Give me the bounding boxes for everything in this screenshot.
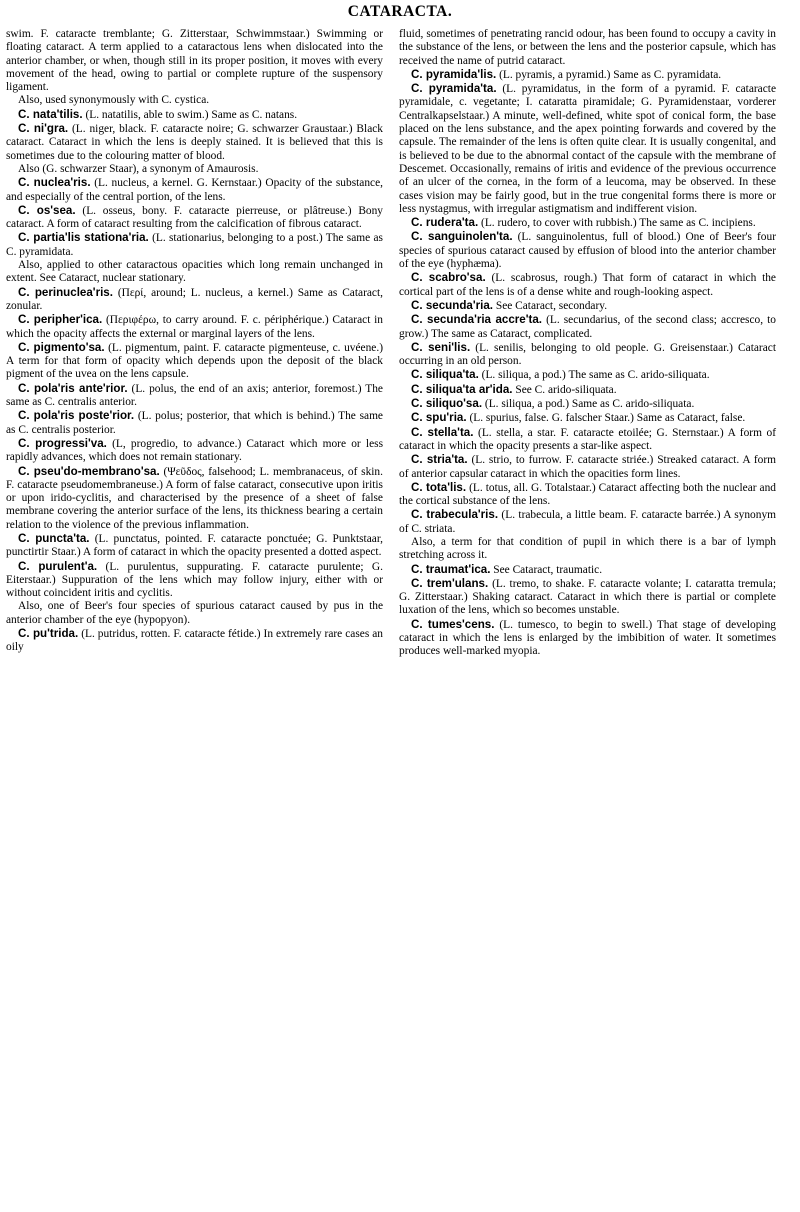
dictionary-entry [399, 577, 776, 618]
entry-definition: (L. pyramis, a pyramid.) Same as C. pyramidata. [496, 68, 722, 81]
entry-headword: C. pyramida'lis. [411, 67, 497, 81]
entry-definition: (L. rudero, to cover with rubbish.) The same as C. incipiens. [478, 217, 756, 230]
entry-definition: (L. strio, to furrow. F. cataracte striée.) Streaked cataract. A form of anterior capsular cataract in which the opacities form lines. [399, 454, 776, 480]
page-header: CATARACTA. [347, 3, 453, 20]
entry-definition: (L. polus, the end of an axis; anterior, foremost.) The same as C. centralis anterior. [6, 382, 383, 409]
entry-headword: C. ni'gra. [18, 122, 69, 136]
entry-headword: C. secunda'ria accre'ta. [411, 313, 543, 327]
entry-definition: Also, one of Beer's four species of spurious cataract caused by pus in the anterior chamber of the eye (hypopyon). [6, 600, 383, 626]
dictionary-entry [6, 532, 383, 560]
dictionary-entry [399, 536, 776, 563]
dictionary-entry [6, 163, 383, 176]
entry-definition: (L. siliqua, a pod.) The same as C. arido-siliquata. [478, 369, 710, 382]
dictionary-entry [399, 82, 776, 216]
dictionary-entry [6, 28, 383, 94]
entry-definition: (L, progredio, to advance.) Cataract which more or less rapidly advances, which does not remain stationary. [6, 437, 383, 464]
dictionary-entry [399, 299, 776, 313]
dictionary-entry [6, 122, 383, 163]
entry-headword: C. seni'lis. [411, 340, 471, 354]
entry-definition: (L. nucleus, a kernel. G. Kernstaar.) Opacity of the substance, and especially of the central portion, of the lens. [6, 177, 384, 203]
entry-headword: C. trabecula'ris. [411, 508, 499, 522]
entry-definition: (L. secundarius, of the second class; accresco, to grow.) The same as Cataract, complicated. [399, 314, 776, 340]
entry-definition: (L. stationarius, belonging to a post.) The same as C. pyramidata. [6, 232, 383, 258]
dictionary-entry [6, 204, 383, 232]
entry-headword: C. pseu'do-membrano'sa. [18, 464, 160, 478]
entry-definition: Also, a term for that condition of pupil in which there is a bar of lymph stretching across it. [399, 535, 776, 562]
entry-headword: C. nata'tilis. [18, 107, 83, 121]
entry-headword: C. partia'lis stationa'ria. [18, 231, 149, 245]
entry-definition: See Cataract, secondary. [493, 299, 608, 312]
dictionary-entry [399, 618, 776, 659]
entry-headword: C. peripher'ica. [18, 313, 103, 327]
entry-definition: (Ψεῦδος, falsehood; L. membranaceus, of skin. F. cataracte pseudomembraneuse.) A form of false cataract, consecutive upon iritis or upon irido-cyclitis, and characterised by the presence of a sheet of false membrane covering the anterior surface of the lens, its thickness bearing a certain relation to the violence of the previous inflammation. [6, 465, 383, 531]
dictionary-entry [6, 108, 383, 122]
entry-headword: C. rudera'ta. [411, 216, 479, 230]
dictionary-entry [399, 313, 776, 341]
entry-headword: C. traumat'ica. [411, 562, 491, 576]
dictionary-entry [6, 94, 383, 107]
entry-definition: (L. sanguinolentus, full of blood.) One of Beer's four species of spurious cataract caused by effusion of blood into the anterior chamber of the eye (hyphæma). [399, 231, 776, 271]
entry-definition: (L. pyramidatus, in the form of a pyramid. F. cataracte pyramidale, c. vegetante; I. cataratta piramidale; G. Pyramidenstaar, vorderer Centralkapselstaar.) A minute, well-defined, white spot of conical form, the base placed on the lens substance, and the apex pointing forwards and covered by the capsule. The remainder of the lens is often quite clear. It is usually congenital, and is believed to be due to the abnormal contact of the capsule with the membrane of Descemet. Occasionally, remains of iritis and evidence of the previous occurrence of an ulcer of the cornea, in the form of a leucoma, may be observed. In these cases vision may be fairly good, but in the true congenital forms there is more or less nystagmus, with irregular astigmatism and indifferent vision. [399, 83, 776, 215]
dictionary-entry [6, 560, 383, 601]
entry-definition: (L. niger, black. F. cataracte noire; G. schwarzer Graustaar.) Black cataract. Cataract in which the lens is deeply stained. It is believed that this is sometimes due to the colouring matter of blood. [6, 123, 383, 162]
dictionary-entry [399, 383, 776, 397]
dictionary-entry [399, 453, 776, 481]
entry-definition: (L. siliqua, a pod.) Same as C. arido-siliquata. [482, 398, 695, 411]
dictionary-entry [6, 286, 383, 314]
dictionary-entry [399, 481, 776, 509]
right-column [399, 28, 776, 659]
dictionary-entry [399, 230, 776, 271]
entry-definition: Also (G. schwarzer Staar), a synonym of Amaurosis. [18, 162, 259, 175]
entry-headword: C. tumes'cens. [411, 617, 495, 631]
entry-headword: C. purulent'a. [18, 559, 98, 573]
dictionary-entry [399, 368, 776, 382]
entry-definition: Also, applied to other cataractous opacities which long remain unchanged in extent. See Cataract, nuclear stationary. [6, 259, 383, 285]
dictionary-entry [399, 508, 776, 536]
entry-definition: See Cataract, traumatic. [490, 563, 603, 576]
entry-definition: (L. scabrosus, rough.) That form of cataract in which the cortical part of the lens is of a dense white and rough-looking aspect. [399, 272, 776, 298]
entry-definition: fluid, sometimes of penetrating rancid odour, has been found to occupy a cavity in the substance of the lens, or between the lens and the posterior capsule, which has received the name of putrid cataract. [399, 28, 776, 67]
entry-headword: C. siliquo'sa. [411, 397, 483, 411]
dictionary-entry [399, 411, 776, 425]
entry-definition: (L. purulentus, suppurating. F. cataracte purulente; G. Eiterstaar.) Suppuration of the lens which may follow injury, either with or without coincident iritis and cyclitis. [6, 560, 383, 600]
entry-definition: (L. putridus, rotten. F. cataracte fétide.) In extremely rare cases an oily [6, 628, 383, 654]
entry-definition: (Περιφέρω, to carry around. F. c. périphérique.) Cataract in which the opacity affects the external or marginal layers of the lens. [6, 314, 383, 340]
dictionary-entry [399, 426, 776, 454]
entry-definition: (L. tumesco, to begin to swell.) That stage of developing cataract in which the lens is enlarged by the imbibition of water. It sometimes produces well-marked myopia. [399, 618, 776, 658]
dictionary-entry [6, 313, 383, 341]
dictionary-entry [399, 216, 776, 230]
dictionary-entry [6, 600, 383, 627]
dictionary-entry [399, 28, 776, 68]
entry-headword: C. pola'ris ante'rior. [18, 381, 128, 395]
left-column [6, 28, 383, 655]
dictionary-entry [6, 341, 383, 382]
entry-definition: (L. pigmentum, paint. F. cataracte pigmenteuse, c. uvéene.) A term for that form of opacity which depends upon the deposit of the black pigment of the uvea on the lens capsule. [6, 341, 383, 381]
entry-definition: (L. totus, all. G. Totalstaar.) Cataract affecting both the nuclear and the cortical substance of the lens. [399, 481, 777, 508]
entry-headword: C. puncta'ta. [18, 531, 90, 545]
entry-definition: (L. polus; posterior, that which is behind.) The same as C. centralis posterior. [6, 410, 383, 436]
entry-definition: Also, used synonymously with C. cystica. [18, 94, 210, 107]
dictionary-entry [6, 627, 383, 655]
dictionary-entry [6, 231, 383, 259]
entry-headword: C. pyramida'ta. [411, 82, 497, 96]
entry-definition: (L. trabecula, a little beam. F. cataracte barrée.) A synonym of C. striata. [399, 509, 776, 535]
dictionary-entry [6, 437, 383, 465]
entry-headword: C. secunda'ria. [411, 298, 494, 312]
dictionary-entry [6, 176, 383, 204]
dictionary-entry [6, 259, 383, 286]
entry-definition: (L. osseus, bony. F. cataracte pierreuse, or plâtreuse.) Bony cataract. A form of cataract resulting from the calcification of fibrous cataract. [6, 204, 383, 231]
dictionary-entry [6, 409, 383, 437]
entry-definition: (L. stella, a star. F. cataracte etoilée; G. Sternstaar.) A form of cataract in which the opacity presents a star-like aspect. [399, 426, 777, 452]
entry-headword: C. siliqua'ta ar'ida. [411, 382, 513, 396]
entry-headword: C. progressi'va. [18, 436, 107, 450]
entry-definition: (L. punctatus, pointed. F. cataracte ponctuée; G. Punktstaar, punctirtir Staar.) A form of cataract in which the opacity presented a dotted aspect. [6, 532, 384, 559]
entry-headword: C. spu'ria. [411, 411, 467, 425]
dictionary-entry [399, 68, 776, 82]
entry-definition: (L. senilis, belonging to old people. G. Greisenstaar.) Cataract occurring in an old person. [399, 341, 776, 368]
entry-headword: C. trem'ulans. [411, 576, 489, 590]
dictionary-entry [399, 563, 776, 577]
dictionary-entry [399, 271, 776, 299]
entry-headword: C. sanguinolen'ta. [411, 230, 513, 244]
dictionary-entry [399, 341, 776, 369]
entry-headword: C. scabro'sa. [411, 271, 486, 285]
dictionary-entry [399, 397, 776, 411]
entry-definition: (L. tremo, to shake. F. cataracte volante; I. cataratta tremula; G. Zitterstaar.) Shaking cataract. Cataract in which there is partial or complete luxation of the lens, which so becomes unstable. [399, 577, 777, 617]
entry-headword: C. pigmento'sa. [18, 340, 105, 354]
dictionary-entry [6, 465, 383, 532]
entry-definition: (L. natatilis, able to swim.) Same as C. natans. [82, 108, 298, 121]
entry-definition: (L. spurius, false. G. falscher Staar.) Same as Cataract, false. [466, 412, 746, 425]
dictionary-entry [6, 382, 383, 410]
entry-headword: C. stella'ta. [411, 425, 474, 439]
entry-definition: See C. arido-siliquata. [512, 383, 617, 396]
entry-headword: C. stria'ta. [411, 453, 468, 467]
entry-headword: C. os'sea. [18, 203, 76, 217]
entry-headword: C. pola'ris poste'rior. [18, 409, 135, 423]
entry-definition: (Περί, around; L. nucleus, a kernel.) Same as Cataract, zonular. [6, 286, 383, 312]
entry-headword: C. siliqua'ta. [411, 368, 479, 382]
entry-headword: C. pu'trida. [18, 627, 79, 641]
entry-headword: C. tota'lis. [411, 480, 467, 494]
entry-headword: C. nuclea'ris. [18, 176, 91, 190]
entry-definition: swim. F. cataracte tremblante; G. Zitterstaar, Schwimmstaar.) Swimming or floating cataract. A term applied to a cataractous lens when dislocated into the anterior chamber, or when, though still in its proper position, it moves with every movement of the head, owing to partial or complete rupture of the suspensory ligament. [6, 28, 383, 94]
entry-headword: C. perinuclea'ris. [18, 285, 113, 299]
